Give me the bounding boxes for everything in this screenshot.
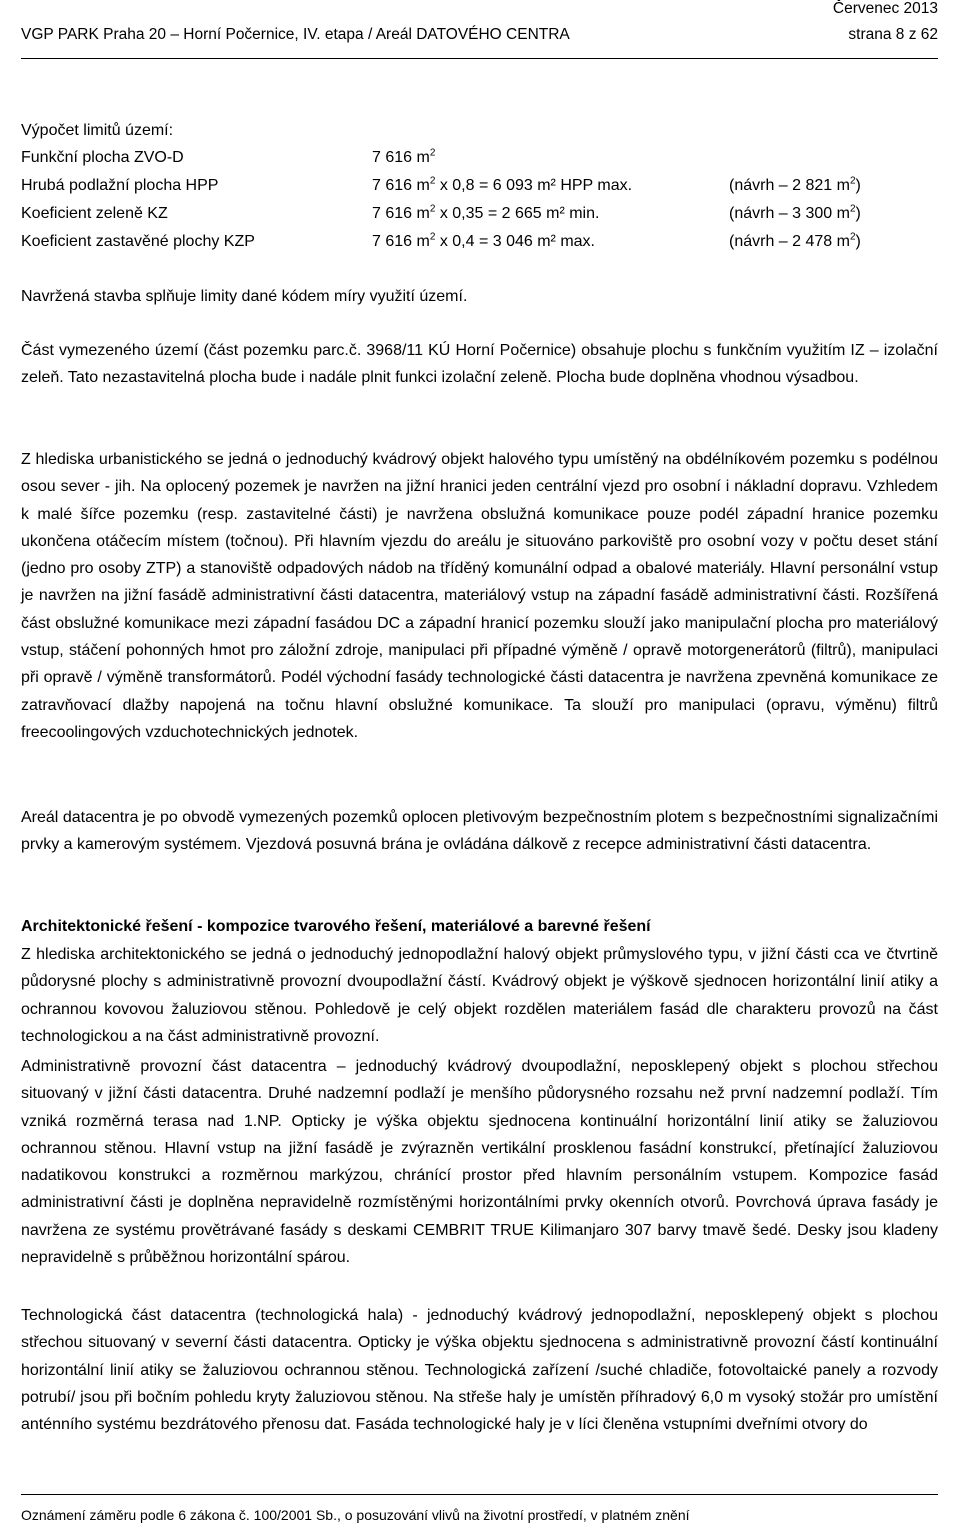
document-page (21, 0, 938, 1531)
section-heading-architecture: Architektonické řešení - kompozice tvarového řešení, materiálové a barevné řešení (21, 918, 651, 935)
paragraph-architecture: Z hlediska architektonického se jedná o jednoduchý jednopodlažní halový objekt průmyslového typu, v jižní části cca ve čtvrtině půdorysné plochy s administrativně provozní dvoupodlažní částí. Kvádrový objekt je výškově sjednocen horizontální linií atiky a ochrannou kovovou žaluziovou stěnou. Pohledově je celý objekt rozdělen materiálem fasád dle charakteru provozů na část technologickou a na část administrativně provozní. (21, 946, 938, 1045)
limits-proposal: (návrh – 2 821 $m^2$) (729, 175, 861, 194)
limits-proposal: (návrh – 3 300 $m^2$) (729, 203, 861, 222)
paragraph-administrative-part: Administrativně provozní část datacentra – jednoduchý kvádrový dvoupodlažní, neposklepený objekt s plochou střechou situovaný v jižní části datacentra. Druhé nadzemní podlaží je menšího půdorysného rozsahu než první nadzemní podlaží. Tím vzniká rozměrná terasa nad 1.NP. Opticky je výška objektu sjednocena kontinuální horizontální linií atiky se žaluziovou ochrannou stěnou. Hlavní vstup na jižní fasádě je zvýrazněn vertikální prosklenou fasádní konstrukcí, přetínající žaluziovou nadatikovou konstrukci a rozměrnou markýzou, chránící prostor před hlavním personálním vstupem. Kompozice fasád administrativní části je doplněna nepravidelně rozmístěnými horizontálními prvky okenních otvorů. Povrchová úprava fasády je navržena ze systému provětrávané fasády s deskami CEMBRIT TRUE Kilimanjaro 307 barvy tmavě šedé. Desky jsou kladeny nepravidelně s průběžnou horizontální spárou. (21, 1058, 938, 1267)
limits-label: Koeficient zeleně KZ (21, 205, 168, 222)
limits-label: Koeficient zastavěné plochy KZP (21, 233, 255, 250)
header-date: Červenec 2013 (832, 0, 938, 17)
paragraph-site-fencing: Areál datacentra je po obvodě vymezených pozemků oplocen pletivovým bezpečnostním plotem s bezpečnostními signalizačními prvky a kamerovým systémem. Vjezdová posuvná brána je ovládána dálkově z recepce administrativní části datacentra. (21, 809, 938, 854)
footer-divider (21, 1494, 938, 1495)
limits-row (21, 144, 938, 172)
limits-label: Hrubá podlažní plocha HPP (21, 177, 219, 194)
limits-calc: 7 616 $m^2$ x 0,8 = 6 093 m² HPP max. (372, 175, 633, 194)
header-project: VGP PARK Praha 20 – Horní Počernice, IV. etapa / Areál DATOVÉHO CENTRA (21, 26, 570, 43)
limits-label: Funkční plocha ZVO-D (21, 149, 184, 166)
header-page-number: strana 8 z 62 (848, 26, 938, 43)
paragraph-technological-part: Technologická část datacentra (technologická hala) - jednoduchý kvádrový jednopodlažní, neposklepený objekt s plochou střechou situovaný v severní části datacentra. Opticky je výška objektu sjednocena s administrativně provozní částí kontinuální horizontální linií atiky se žaluziovou ochrannou stěnou. Technologická zařízení /suché chladiče, fotovoltaické panely a rozvody potrubí/ jsou při bočním pohledu kryty žaluziovou stěnou. Na střeše haly je umístěn příhradový 6,0 m vysoký stožár pro umístění anténního systému bezdrátového přenosu dat. Fasáda technologické haly je v líci členěna vstupními dveřními otvory do (21, 1307, 938, 1434)
limits-row (21, 200, 938, 228)
limits-title: Výpočet limitů území: (21, 122, 174, 139)
limits-table (21, 144, 938, 256)
limits-proposal: (návrh – 2 478 $m^2$) (729, 231, 861, 250)
limits-calc: 7 616 $m^2$ (372, 147, 436, 166)
limits-calc: 7 616 $m^2$ x 0,35 = 2 665 m² min. (372, 203, 600, 222)
limits-row (21, 228, 938, 256)
paragraph-urban-design: Z hlediska urbanistického se jedná o jednoduchý kvádrový objekt halového typu umístěný na obdélníkovém pozemku s podélnou osou sever - jih. Na oplocený pozemek je navržen na jižní hranici jeden centrální vjezd pro osobní i nákladní dopravu. Vzhledem k malé šířce pozemku (resp. zastavitelné části) je navržena obslužná komunikace pouze podél západní hranice pozemku ukončena otáčecím místem (točnou). Při hlavním vjezdu do areálu je situováno parkoviště pro osobní vozy v počtu deset stání (jedno pro osoby ZTP) a stanoviště odpadových nádob na tříděný komunální odpad a obalové materiály. Hlavní personální vstup je navržen na jižní fasádě administrativní části datacentra, materiálový vstup na západní fasádě administrativní části. Rozšířená část obslužné komunikace mezi západní fasádou DC a západní hranicí pozemku slouží jako manipulační plocha pro materiálový vstup, stáčení pohonných hmot pro záložní zdroje, manipulaci při případné výměně / opravě motorgenerátorů (filtrů), manipulaci při opravě / výměně transformátorů. Podél východní fasády technologické části datacentra je navržena zpevněná komunikace ze zatravňovací dlažby napojená na točnu hlavní obslužné komunikace. Ta slouží pro manipulaci (opravu, výměnu) filtrů freecoolingových vzduchotechnických jednotek. (21, 451, 938, 741)
paragraph-isolation-greenery: Část vymezeného území (část pozemku parc.č. 3968/11 KÚ Horní Počernice) obsahuje plochu s funkčním využitím IZ – izolační zeleň. Tato nezastavitelná plocha bude i nadále plnit funkci izolační zeleně. Plocha bude doplněna vhodnou výsadbou. (21, 342, 938, 387)
page-footer: Oznámení záměru podle 6 zákona č. 100/2001 Sb., o posuzování vlivů na životní prostředí, v platném znění (21, 1507, 690, 1523)
paragraph-limits-compliance: Navržená stavba splňuje limity dané kódem míry využití území. (21, 288, 468, 305)
limits-row (21, 172, 938, 200)
limits-calc: 7 616 $m^2$ x 0,4 = 3 046 m² max. (372, 231, 595, 250)
header-divider (21, 58, 938, 59)
page-header (21, 26, 938, 44)
